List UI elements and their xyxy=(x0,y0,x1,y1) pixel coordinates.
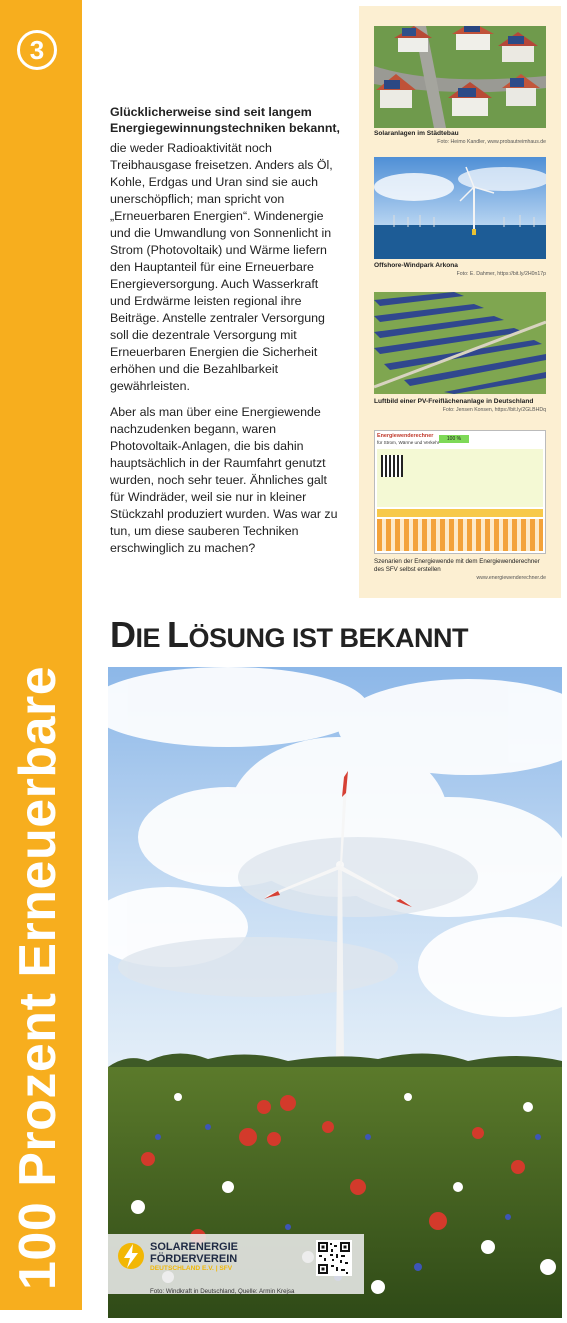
wind-turbine-meadow-image xyxy=(108,667,562,1318)
sun-lightning-icon xyxy=(116,1240,146,1272)
logo-line-1: SOLARENERGIE xyxy=(150,1241,239,1253)
calculator-title: Energiewenderechner xyxy=(377,433,434,439)
pv-field-image xyxy=(374,292,546,394)
qr-code-icon xyxy=(316,1240,352,1276)
headline-rest-2: ÖSUNG IST BEKANNT xyxy=(188,623,469,653)
calculator-qr-icon xyxy=(381,455,403,477)
caption-solar-houses-title: Solaranlagen im Städtebau xyxy=(374,130,459,137)
energy-calculator-screenshot xyxy=(374,430,546,554)
caption-pv-field-title: Luftbild einer PV-Freiflächenanlage in Deutschland xyxy=(374,398,534,405)
caption-calculator xyxy=(374,558,546,582)
calculator-table xyxy=(377,519,543,551)
calculator-bar xyxy=(377,509,543,517)
headline-rest-1: IE xyxy=(135,623,168,653)
headline-initial-2: L xyxy=(167,614,189,655)
logo-line-3: DEUTSCHLAND E.V. | SFV xyxy=(150,1265,233,1272)
offshore-wind-image xyxy=(374,157,546,259)
caption-pv-field-credit: Foto: Jensen Konsen, https://bit.ly/2GLBHDq xyxy=(442,407,546,413)
calculator-percent: 100 % xyxy=(439,435,469,443)
intro-paragraph-1: die weder Radioaktivität noch Treibhausgase freisetzen. Anders als Öl, Kohle, Erdgas und Uran sind sie auch unerschöpflich; man spricht von „Erneuerbaren Energien“. Windenergie und die Umwandlung von Sonnenlicht in Strom (Photovoltaik) und Wärme liefern den Hauptanteil für eine Erneuerbare Energieversorgung. Auch Wasserkraft und Erdwärme leisten regional ihre Beiträge. Anstelle zentraler Versorgung soll die dezentrale Versorgung mit Erneuerbaren Energien die Sicherheit erhöhen und die Bezahlbarkeit gewährleisten. xyxy=(110,141,333,393)
solar-houses-image xyxy=(374,26,546,128)
qr-code-graphic xyxy=(316,1240,352,1276)
caption-offshore-wind-credit: Foto: E. Dahmer, https://bit.ly/2H0n17p xyxy=(456,271,546,277)
caption-solar-houses-credit: Foto: Heimo Kandler, www.probautreimhaus.de xyxy=(437,139,546,145)
logo-line-2: FÖRDERVEREIN xyxy=(150,1253,238,1265)
vertical-title: 100 Prozent Erneuerbare xyxy=(9,665,67,1290)
pv-field-photo xyxy=(374,292,546,394)
page-headline xyxy=(110,614,468,656)
intro-paragraph-2: Aber als man über eine Energiewende nachzudenken begann, waren Photovoltaik-Anlagen, die bis dahin hauptsächlich in der Raumfahrt genutzt wurden, noch sehr teuer. Ähnliches galt für Windräder, weil sie nur in kleiner Stückzahl produziert wurden. Was war zu tun, um diese sauberen Techniken erschwinglich zu machen? xyxy=(110,405,338,555)
step-number-badge: 3 xyxy=(17,30,57,70)
caption-offshore-wind xyxy=(374,262,546,278)
main-wind-turbine-photo xyxy=(108,667,562,1318)
intro-heading: Glücklicherweise sind seit langem Energiegewinnungstechniken bekannt, xyxy=(110,105,340,135)
solar-houses-photo xyxy=(374,26,546,128)
caption-calculator-credit: www.energiewenderechner.de xyxy=(476,575,546,581)
offshore-wind-photo xyxy=(374,157,546,259)
photo-credit: Foto: Windkraft in Deutschland, Quelle: Armin Krejsa xyxy=(150,1288,295,1295)
headline-initial-1: D xyxy=(110,614,136,655)
caption-calculator-title: Szenarien der Energiewende mit dem Energiewenderechner des SFV selbst erstellen xyxy=(374,558,540,573)
caption-pv-field xyxy=(374,398,546,414)
caption-offshore-wind-title: Offshore-Windpark Arkona xyxy=(374,262,458,269)
calculator-subtitle: für Strom, Wärme und Verkehr xyxy=(377,440,440,445)
intro-text xyxy=(110,104,342,566)
sidebar-band xyxy=(0,0,82,1310)
caption-solar-houses xyxy=(374,130,546,146)
